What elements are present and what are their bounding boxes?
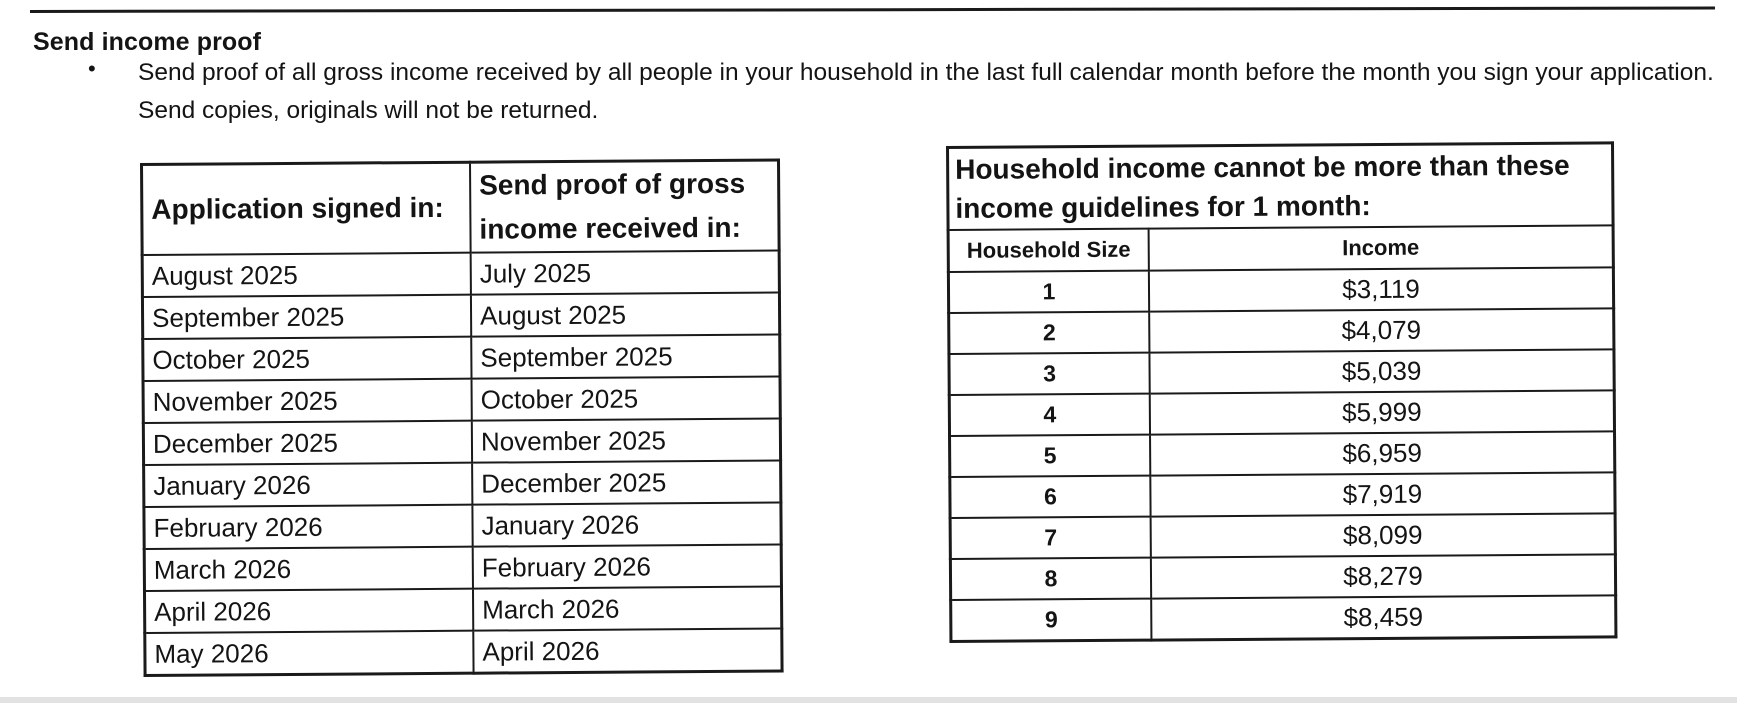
table-row	[143, 419, 780, 465]
income-table-body	[948, 267, 1616, 641]
table-row	[950, 513, 1615, 559]
application-month-cell: August 2025	[142, 253, 471, 297]
table-row	[950, 472, 1615, 518]
table-row	[143, 335, 780, 381]
household-size-cell: 7	[950, 517, 1151, 559]
months-table-body	[142, 251, 782, 676]
proof-month-cell: December 2025	[472, 461, 781, 505]
household-size-cell: 1	[948, 271, 1149, 313]
table-row	[143, 377, 780, 423]
months-table-header-row	[142, 160, 780, 255]
income-table-header-row	[948, 225, 1613, 272]
proof-month-cell: August 2025	[471, 293, 780, 337]
household-size-cell: 5	[950, 435, 1151, 477]
table-row	[145, 629, 782, 676]
proof-month-cell: November 2025	[472, 419, 781, 463]
income-guidelines-table	[946, 141, 1617, 643]
top-divider	[30, 6, 1715, 13]
proof-month-cell: October 2025	[472, 377, 781, 421]
table-row	[144, 545, 781, 591]
application-month-cell: May 2026	[145, 631, 474, 676]
application-month-cell: March 2026	[144, 547, 473, 591]
table-row	[144, 461, 781, 507]
proof-month-cell: March 2026	[473, 587, 782, 631]
table-row	[950, 431, 1615, 477]
household-size-cell: 6	[950, 476, 1151, 518]
table-row	[949, 349, 1614, 395]
income-limit-cell: $5,039	[1149, 349, 1614, 393]
months-table	[140, 159, 784, 677]
instruction-text: Send proof of all gross income received by all people in your household in the last full calendar month before the month you sign your application. Send copies, originals will not be returned.	[138, 59, 1714, 124]
bullet-marker: •	[88, 56, 96, 81]
income-limit-cell: $8,459	[1151, 595, 1616, 640]
income-limit-cell: $6,959	[1150, 431, 1615, 475]
income-limit-cell: $8,099	[1151, 513, 1616, 557]
proof-month-cell: January 2026	[472, 503, 781, 547]
table-row	[951, 595, 1616, 641]
income-limit-cell: $4,079	[1149, 308, 1614, 352]
table-row	[142, 293, 779, 339]
application-month-cell: November 2025	[143, 379, 472, 423]
household-size-cell: 3	[949, 353, 1150, 395]
header-household-size: Household Size	[948, 229, 1149, 272]
proof-month-cell: April 2026	[473, 629, 782, 674]
application-month-cell: February 2026	[144, 505, 473, 549]
application-month-cell: October 2025	[143, 337, 472, 381]
income-limit-cell: $8,279	[1151, 554, 1616, 598]
table-row	[949, 390, 1614, 436]
proof-month-cell: February 2026	[473, 545, 782, 589]
table-row	[949, 308, 1614, 354]
table-row	[948, 267, 1613, 313]
application-month-cell: January 2026	[144, 463, 473, 507]
header-proof-month: Send proof of gross income received in:	[470, 160, 779, 253]
household-size-cell: 4	[949, 394, 1150, 436]
income-limit-cell: $3,119	[1149, 267, 1614, 311]
section-title: Send income proof	[33, 28, 262, 56]
table-row	[950, 554, 1615, 600]
header-application-signed: Application signed in:	[142, 162, 471, 255]
income-limit-cell: $5,999	[1150, 390, 1615, 434]
application-month-cell: April 2026	[144, 589, 473, 633]
table-row	[144, 503, 781, 549]
household-size-cell: 9	[951, 599, 1152, 642]
income-limit-cell: $7,919	[1150, 472, 1615, 516]
income-table-caption-row	[948, 143, 1614, 230]
proof-month-cell: July 2025	[471, 251, 780, 295]
household-size-cell: 2	[949, 312, 1150, 354]
income-table-caption: Household income cannot be more than these income guidelines for 1 month:	[948, 143, 1614, 230]
table-row	[142, 251, 779, 297]
page-bottom-edge	[0, 697, 1737, 703]
application-month-cell: December 2025	[143, 421, 472, 465]
proof-month-cell: September 2025	[471, 335, 780, 379]
header-income: Income	[1149, 225, 1614, 270]
table-row	[144, 587, 781, 633]
application-month-cell: September 2025	[142, 295, 471, 339]
household-size-cell: 8	[950, 558, 1151, 600]
